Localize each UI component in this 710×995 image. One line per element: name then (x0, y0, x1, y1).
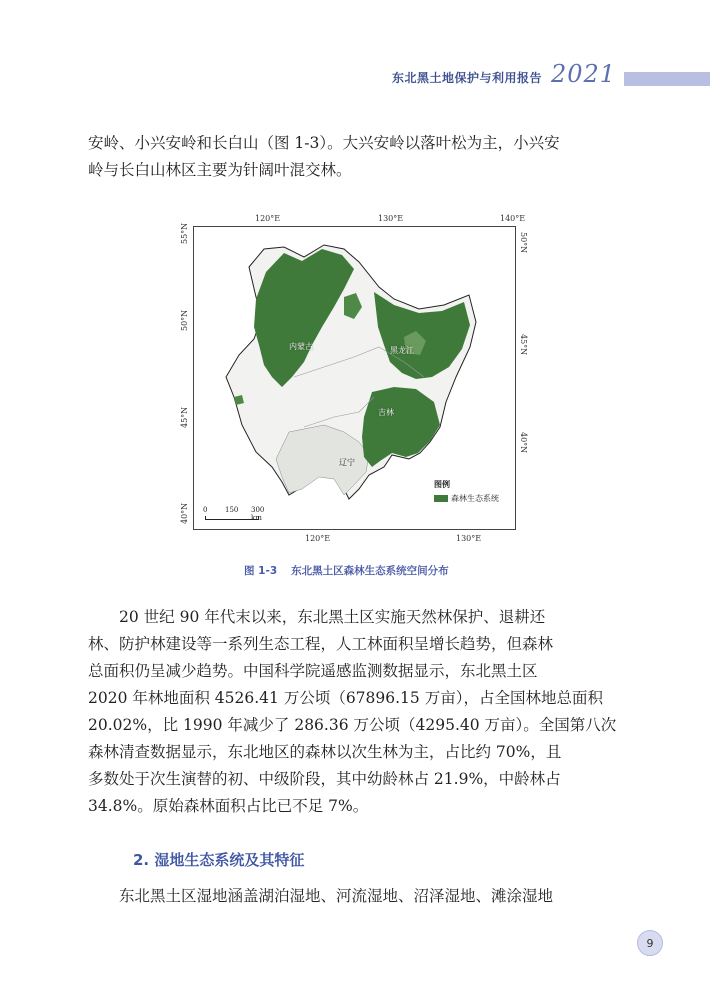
map-tick-bottom: 130°E (456, 534, 482, 543)
forest-changbai (362, 387, 440, 467)
body-paragraph-2 (88, 604, 630, 820)
header-accent-bar (624, 72, 710, 86)
scale-label: 300 km (251, 506, 265, 522)
place-label-liaoning: 辽宁 (339, 458, 355, 467)
map-tick-top: 130°E (378, 214, 404, 223)
legend-swatch-forest (434, 495, 448, 502)
text-line: 20.02%，比 1990 年减少了 286.36 万公顷（4295.40 万亩）。全国第八次 (88, 716, 617, 734)
text-line: 森林清查数据显示，东北地区的森林以次生林为主，占比约 70%，且 (88, 743, 562, 761)
section-heading: 2. 湿地生态系统及其特征 (133, 851, 305, 869)
place-label-inner-mongolia: 内蒙古 (289, 342, 313, 351)
map-tick-left: 40°N (180, 502, 189, 524)
legend-item-label: 森林生态系统 (451, 494, 499, 503)
legend-row (434, 493, 499, 504)
place-label-heilongjiang: 黑龙江 (390, 346, 414, 355)
map-tick-right: 40°N (519, 432, 528, 454)
body-paragraph-1 (88, 130, 630, 184)
map-tick-left: 45°N (180, 406, 189, 428)
map-tick-right: 45°N (519, 334, 528, 356)
page-number: 9 (637, 930, 663, 956)
scale-label: 150 (225, 506, 239, 514)
place-label-jilin: 吉林 (378, 408, 394, 417)
text-line: 林、防护林建设等一系列生态工程，人工林面积呈增长趋势，但森林 (88, 635, 554, 653)
caption-number: 图 1-3 (244, 565, 278, 577)
figure-caption (244, 563, 449, 578)
map-tick-right: 50°N (519, 232, 528, 254)
map-tick-left: 50°N (180, 309, 189, 331)
running-header-year: 2021 (551, 60, 617, 88)
caption-text: 东北黑土区森林生态系统空间分布 (291, 565, 449, 577)
map-tick-left: 55°N (180, 222, 189, 244)
text-line: 2020 年林地面积 4526.41 万公顷（67896.15 万亩），占全国林地总面积 (88, 689, 603, 707)
map-tick-top: 140°E (500, 214, 526, 223)
scale-label: 0 (203, 506, 208, 514)
text-line: 多数处于次生演替的初、中级阶段，其中幼龄林占 21.9%，中龄林占 (88, 770, 561, 788)
body-paragraph-3 (88, 883, 630, 910)
text-line: 总面积仍呈减少趋势。中国科学院遥感监测数据显示，东北黑土区 (88, 662, 538, 680)
text-line: 东北黑土区湿地涵盖湖泊湿地、河流湿地、沼泽湿地、滩涂湿地 (119, 887, 554, 905)
text-line: 安岭、小兴安岭和长白山（图 1-3）。大兴安岭以落叶松为主，小兴安 (88, 134, 560, 152)
text-line: 20 世纪 90 年代末以来，东北黑土区实施天然林保护、退耕还 (119, 608, 546, 626)
running-header-title: 东北黑土地保护与利用报告 (392, 71, 543, 85)
map-tick-bottom: 120°E (305, 534, 331, 543)
text-line: 岭与长白山林区主要为针阔叶混交林。 (88, 161, 352, 179)
map-legend (434, 479, 499, 504)
scale-bar (203, 506, 275, 520)
legend-title: 图例 (434, 480, 450, 489)
map-tick-top: 120°E (255, 214, 281, 223)
scale-line (205, 516, 259, 520)
text-line: 34.8%。原始森林面积占比已不足 7%。 (88, 797, 369, 815)
